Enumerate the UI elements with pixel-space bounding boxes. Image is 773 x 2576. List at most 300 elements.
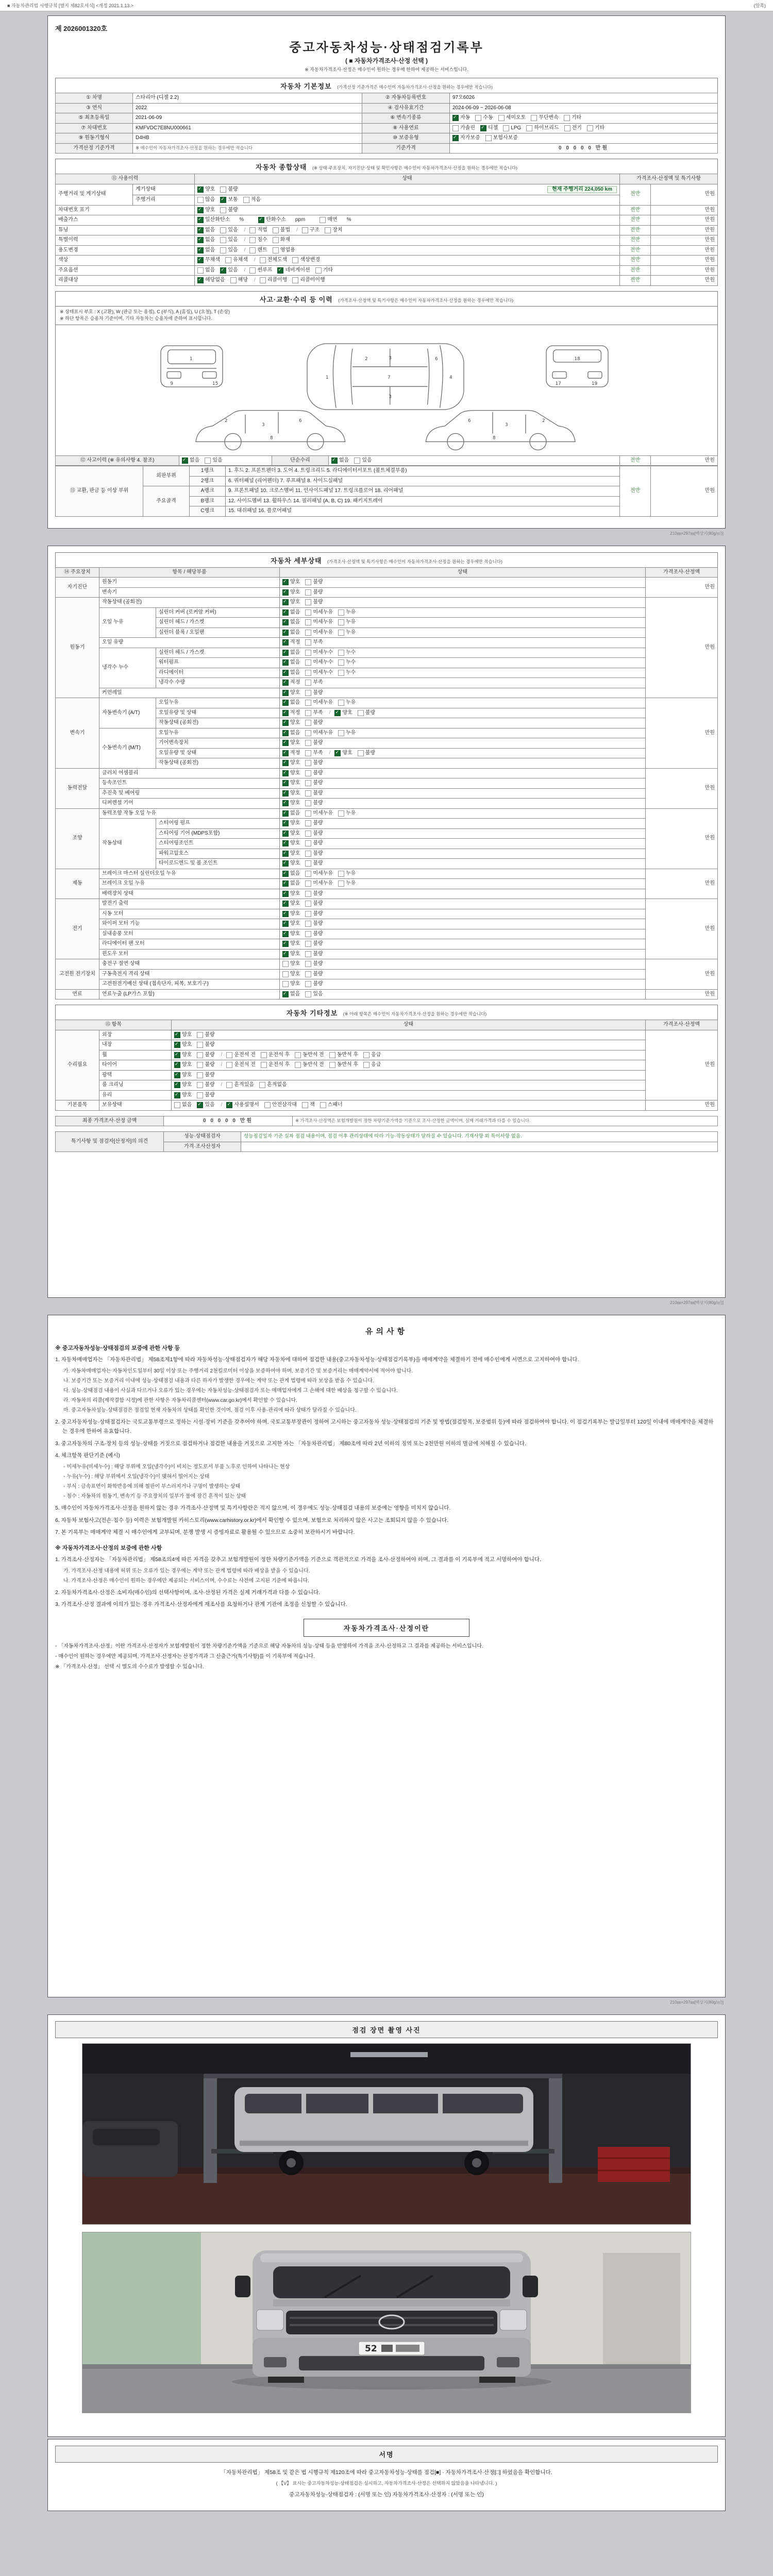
checkbox-checked[interactable]	[174, 1092, 180, 1098]
checkbox-checked[interactable]	[197, 187, 204, 193]
checkbox[interactable]	[261, 1052, 267, 1058]
choice	[305, 599, 323, 606]
checkbox-checked[interactable]	[282, 750, 289, 756]
checkbox-checked[interactable]	[258, 217, 264, 223]
status-cell	[280, 778, 646, 789]
price-unit: 만원	[704, 971, 715, 977]
checkbox[interactable]	[305, 750, 311, 756]
checkbox[interactable]	[197, 1072, 203, 1078]
item-label: 작동상태 (공회전)	[156, 758, 280, 769]
choice	[282, 921, 300, 927]
checkbox-label: 적정	[290, 639, 300, 645]
checkbox-checked[interactable]	[282, 710, 289, 716]
checkbox-checked[interactable]	[174, 1032, 180, 1038]
choice	[305, 650, 333, 656]
checkbox[interactable]	[564, 125, 570, 131]
checkbox[interactable]	[587, 125, 593, 131]
choice	[295, 1062, 324, 1069]
checkbox-checked[interactable]	[282, 931, 289, 937]
status-cell	[195, 195, 620, 206]
checkbox-checked[interactable]	[282, 589, 289, 596]
checkbox[interactable]	[338, 630, 344, 636]
choice	[282, 589, 300, 596]
checkbox-checked[interactable]	[282, 820, 289, 826]
checkbox[interactable]	[452, 125, 459, 131]
checkbox-checked[interactable]	[331, 457, 338, 464]
svg-text:17: 17	[555, 381, 561, 386]
checkbox[interactable]	[295, 1052, 301, 1058]
checkbox[interactable]	[260, 277, 266, 283]
status-cell	[195, 265, 620, 276]
checkbox-checked[interactable]	[282, 851, 289, 857]
checkbox-label: 기타	[571, 115, 582, 121]
item-label: 스티어링 기어 (MDPS포함)	[156, 828, 280, 839]
option-divider: /	[296, 227, 298, 233]
checkbox-checked[interactable]	[197, 207, 204, 213]
choice	[258, 217, 286, 224]
checkbox[interactable]	[305, 619, 311, 625]
checkbox[interactable]	[226, 1052, 232, 1058]
checkbox-checked[interactable]	[282, 891, 289, 897]
checkbox-checked[interactable]	[282, 740, 289, 746]
checkbox[interactable]	[305, 579, 311, 585]
form-title: 중고자동차성능·상태점검기록부	[289, 41, 484, 55]
checkbox[interactable]	[305, 599, 311, 605]
checkbox-checked[interactable]	[282, 941, 289, 947]
checkbox[interactable]	[249, 227, 256, 233]
checkbox[interactable]	[282, 981, 289, 987]
checkbox[interactable]	[305, 630, 311, 636]
checkbox-checked[interactable]	[282, 700, 289, 706]
checkbox[interactable]	[338, 880, 344, 887]
checkbox[interactable]	[220, 207, 226, 213]
checkbox[interactable]	[305, 860, 311, 867]
item-label: 스티어링 펌프	[156, 819, 280, 829]
checkbox[interactable]	[282, 971, 289, 977]
checkbox[interactable]	[305, 840, 311, 846]
checkbox[interactable]	[358, 710, 364, 716]
choice	[197, 227, 215, 234]
checkbox[interactable]	[305, 770, 311, 776]
item-label: 0 0 0 0 0 만원	[164, 1116, 293, 1126]
checkbox-checked[interactable]	[282, 730, 289, 736]
checkbox[interactable]	[338, 659, 344, 666]
checkbox[interactable]	[305, 589, 311, 596]
checkbox[interactable]	[338, 730, 344, 736]
checkbox-checked[interactable]	[174, 1062, 180, 1068]
checkbox-checked[interactable]	[282, 609, 289, 616]
checkbox-checked[interactable]	[174, 1072, 180, 1078]
checkbox[interactable]	[338, 810, 344, 817]
checkbox[interactable]	[338, 670, 344, 676]
checkbox-checked[interactable]	[480, 125, 486, 131]
checkbox-checked[interactable]	[282, 921, 289, 927]
choice	[174, 1042, 192, 1048]
choice	[225, 257, 248, 264]
svg-text:3: 3	[262, 422, 265, 428]
checkbox[interactable]	[273, 237, 279, 243]
checkbox[interactable]	[305, 931, 311, 937]
notice-item: 1. 가격조사·산정자는 「자동차관리법」 제58조의4에 따른 자격을 갖추고 보험개발원이 정한 차량기준가액을 기준으로 객관적으로 가격을 조사·산정하여야 하며, 그 결과를 이 기록부에 적고 서명하여야 합니다.	[55, 1556, 541, 1563]
checkbox-checked[interactable]	[282, 670, 289, 676]
checkbox-label: 불량	[205, 1072, 215, 1078]
checkbox[interactable]	[205, 457, 211, 464]
header-cell: ⑭ 주요장치	[56, 567, 99, 578]
checkbox[interactable]	[338, 700, 344, 706]
checkbox[interactable]	[475, 115, 481, 121]
checkbox[interactable]	[564, 115, 570, 121]
checkbox[interactable]	[197, 197, 204, 203]
price-unit: 만원	[704, 247, 715, 253]
item-label: 기어변속장치	[156, 738, 280, 749]
checkbox-checked[interactable]	[282, 690, 289, 696]
checkbox[interactable]	[226, 1062, 232, 1068]
checkbox[interactable]	[249, 247, 256, 253]
choice	[197, 247, 215, 254]
item-label: 전반	[620, 235, 651, 246]
checkbox[interactable]	[305, 951, 311, 957]
checkbox[interactable]	[226, 1082, 232, 1088]
choice	[282, 710, 300, 717]
checkbox[interactable]	[526, 125, 532, 131]
checkbox-checked[interactable]	[282, 790, 289, 796]
checkbox-label: 잭	[310, 1102, 315, 1108]
checkbox-checked[interactable]	[282, 639, 289, 646]
checkbox[interactable]	[320, 217, 326, 223]
checkbox-checked[interactable]	[282, 860, 289, 867]
checkbox[interactable]	[174, 1102, 180, 1108]
status-cell	[280, 698, 646, 708]
checkbox[interactable]	[243, 197, 249, 203]
checkbox-checked[interactable]	[334, 710, 341, 716]
checkbox[interactable]	[260, 257, 266, 263]
checkbox[interactable]	[282, 961, 289, 967]
choice	[282, 981, 300, 988]
choice	[282, 619, 300, 626]
item-label: 윈도우 모터	[99, 949, 280, 959]
checkbox-checked[interactable]	[197, 217, 204, 223]
checkbox-label: 운전석 후	[268, 1062, 290, 1067]
checkbox-label: 전기	[572, 125, 582, 131]
option-group	[282, 750, 643, 757]
checkbox[interactable]	[261, 1062, 267, 1068]
checkbox-checked[interactable]	[452, 135, 459, 141]
notice-subitem: 다. 성능·상태점검 내용이 사실과 다르거나 오류가 있는 경우에는 자동차성능·상태점검자 또는 매매업자에게 그 손해에 대한 배상을 청구할 수 있습니다.	[63, 1387, 398, 1394]
notice-subitem: 마. 중고자동차성능·상태점검은 점검일 현재 자동차의 상태를 확인한 것이며, 점검 이후 사용·관리에 따라 상태가 달라질 수 있습니다.	[63, 1407, 357, 1413]
checkbox[interactable]	[197, 1062, 203, 1068]
table-row	[56, 889, 718, 899]
price-cell	[651, 455, 718, 466]
status-cell	[280, 607, 646, 618]
checkbox-checked[interactable]	[282, 800, 289, 806]
checkbox-checked[interactable]	[282, 810, 289, 817]
checkbox[interactable]	[305, 971, 311, 977]
unit-text: ppm	[295, 217, 306, 223]
checkbox[interactable]	[305, 760, 311, 766]
checkbox-checked[interactable]	[220, 197, 226, 203]
item-label: 냉각수 수량	[156, 678, 280, 688]
checkbox[interactable]	[220, 227, 226, 233]
checkbox[interactable]	[302, 227, 308, 233]
checkbox-label: 양호	[290, 830, 300, 836]
checkbox-checked[interactable]	[282, 951, 289, 957]
checkbox[interactable]	[197, 1042, 203, 1048]
checkbox[interactable]	[354, 457, 360, 464]
checkbox[interactable]	[305, 921, 311, 927]
checkbox[interactable]	[305, 851, 311, 857]
checkbox-label: 네비게이션	[285, 267, 310, 273]
checkbox-checked[interactable]	[282, 780, 289, 786]
checkbox-label: 없음	[205, 247, 215, 253]
checkbox-checked[interactable]	[197, 277, 204, 283]
checkbox[interactable]	[264, 1102, 271, 1108]
checkbox-checked[interactable]	[197, 1102, 203, 1108]
item-label: 오일 누유	[99, 607, 156, 638]
checkbox-checked[interactable]	[282, 991, 289, 997]
option-group	[174, 1062, 643, 1069]
checkbox[interactable]	[305, 720, 311, 726]
checkbox[interactable]	[485, 135, 492, 141]
checkbox-checked[interactable]	[282, 720, 289, 726]
price-unit: 만원	[704, 267, 715, 273]
checkbox[interactable]	[305, 820, 311, 826]
item-label: 2024-06-09 ~ 2026-06-08	[450, 103, 718, 113]
price-unit: 만원	[704, 991, 715, 997]
checkbox-label: 불량	[313, 971, 323, 977]
checkbox-checked[interactable]	[282, 680, 289, 686]
checkbox[interactable]	[329, 1062, 335, 1068]
option-group	[282, 700, 643, 706]
checkbox-checked[interactable]	[334, 750, 341, 756]
checkbox[interactable]	[305, 659, 311, 666]
signature-heading: 서명	[55, 2446, 718, 2463]
checkbox[interactable]	[230, 277, 237, 283]
checkbox[interactable]	[305, 871, 311, 877]
checkbox-checked[interactable]	[282, 880, 289, 887]
checkbox[interactable]	[220, 237, 226, 243]
checkbox-checked[interactable]	[197, 237, 204, 243]
checkbox[interactable]	[225, 257, 231, 263]
checkbox-checked[interactable]	[282, 650, 289, 656]
checkbox-label: 부족	[313, 709, 323, 716]
checkbox[interactable]	[249, 267, 256, 274]
checkbox[interactable]	[338, 871, 344, 877]
checkbox[interactable]	[220, 187, 226, 193]
checkbox[interactable]	[197, 267, 204, 274]
checkbox[interactable]	[305, 901, 311, 907]
checkbox-checked[interactable]	[282, 770, 289, 776]
table-row	[56, 587, 718, 598]
checkbox-checked[interactable]	[174, 1082, 180, 1088]
option-group	[282, 911, 643, 918]
option-group	[282, 871, 643, 877]
checkbox-label: 해당	[238, 277, 248, 283]
checkbox[interactable]	[325, 227, 331, 233]
checkbox[interactable]	[305, 961, 311, 967]
option-group	[282, 860, 643, 867]
checkbox[interactable]	[503, 125, 509, 131]
table-row	[56, 808, 718, 819]
checkbox[interactable]	[358, 750, 364, 756]
print-spec-note: 210㎜×297㎜[백상지(80g/㎡)]	[670, 531, 724, 536]
checkbox-checked[interactable]	[282, 630, 289, 636]
checkbox[interactable]	[305, 740, 311, 746]
checkbox[interactable]	[305, 700, 311, 706]
checkbox[interactable]	[273, 227, 279, 233]
checkbox-checked[interactable]	[226, 1102, 232, 1108]
checkbox[interactable]	[305, 981, 311, 987]
choice	[282, 831, 300, 837]
checkbox[interactable]	[305, 810, 311, 817]
choice	[305, 871, 333, 877]
checkbox-checked[interactable]	[197, 247, 204, 253]
choice	[315, 267, 333, 274]
table-row	[56, 778, 718, 789]
checkbox-label: 미세누유	[313, 730, 333, 736]
table-row	[56, 1020, 718, 1030]
checkbox-checked[interactable]	[282, 871, 289, 877]
checkbox-label: 적정	[290, 709, 300, 716]
checkbox-checked[interactable]	[452, 115, 459, 121]
option-group	[174, 1092, 643, 1099]
checkbox[interactable]	[320, 1102, 326, 1108]
checkbox-label: 보험사보증	[493, 135, 518, 141]
checkbox[interactable]	[220, 247, 226, 253]
checkbox-checked[interactable]	[282, 619, 289, 625]
checkbox-checked[interactable]	[282, 599, 289, 605]
checkbox[interactable]	[305, 891, 311, 897]
checkbox[interactable]	[295, 1062, 301, 1068]
checkbox[interactable]	[305, 941, 311, 947]
svg-text:2: 2	[365, 356, 368, 362]
checkbox[interactable]	[305, 800, 311, 806]
basic-info-table	[55, 93, 718, 154]
checkbox-checked[interactable]	[282, 579, 289, 585]
checkbox-checked[interactable]	[282, 659, 289, 666]
table-row	[56, 1050, 718, 1060]
checkbox[interactable]	[305, 710, 311, 716]
price-unit: 만원	[704, 925, 715, 931]
checkbox[interactable]	[259, 1082, 265, 1088]
checkbox-checked[interactable]	[282, 911, 289, 917]
checkbox[interactable]	[197, 1032, 203, 1038]
price-unit: 만원	[704, 257, 715, 263]
checkbox-checked[interactable]	[277, 267, 283, 274]
checkbox-label: 없음	[290, 700, 300, 705]
checkbox-checked[interactable]	[282, 901, 289, 907]
checkbox-label: 불량	[205, 1082, 215, 1088]
checkbox[interactable]	[305, 730, 311, 736]
checkbox[interactable]	[305, 670, 311, 676]
checkbox[interactable]	[305, 680, 311, 686]
option-group	[282, 820, 643, 827]
checkbox[interactable]	[302, 1102, 308, 1108]
checkbox-checked[interactable]	[197, 227, 204, 233]
checkbox[interactable]	[338, 650, 344, 656]
table-row	[56, 869, 718, 879]
checkbox[interactable]	[531, 115, 537, 121]
item-label: 클러치 어셈블리	[99, 768, 280, 778]
checkbox[interactable]	[338, 609, 344, 616]
checkbox[interactable]	[305, 790, 311, 796]
checkbox-checked[interactable]	[174, 1042, 180, 1048]
choice	[452, 115, 470, 122]
status-cell	[172, 1080, 646, 1091]
status-cell	[280, 758, 646, 769]
checkbox-label: 양호	[205, 186, 215, 192]
notice-desc-line: ◦ 매수인이 원하는 경우에만 제공되며, 가격조사·산정자는 산정가격과 그 산출근거(특기사항)를 이 기록부에 적습니다.	[55, 1653, 315, 1659]
item-label: 색상	[56, 256, 195, 266]
checkbox[interactable]	[305, 880, 311, 887]
choice	[564, 125, 582, 132]
notice-item: 3. 중고자동차의 구조·장치 등의 성능·상태를 거짓으로 점검하거나 점검한 내용을 거짓으로 고지한 자는 「자동차관리법」 제80조에 따라 2년 이하의 징역 또는 2천만원 이하의 벌금에 처해질 수 있습니다.	[55, 1440, 527, 1447]
checkbox[interactable]	[273, 247, 279, 253]
choice	[305, 961, 323, 968]
checkbox[interactable]	[292, 277, 298, 283]
checkbox[interactable]	[197, 1092, 203, 1098]
checkbox-label: 불량	[313, 930, 323, 937]
status-cell	[280, 799, 646, 809]
choice	[174, 1082, 192, 1089]
checkbox[interactable]	[363, 1052, 369, 1058]
checkbox[interactable]	[197, 1082, 203, 1088]
checkbox-label: 불량	[313, 800, 323, 806]
option-divider: /	[244, 237, 246, 243]
svg-text:8: 8	[270, 435, 273, 441]
checkbox-label: 리콜미이행	[300, 277, 325, 283]
status-cell	[195, 184, 620, 195]
checkbox[interactable]	[498, 115, 505, 121]
checkbox-checked[interactable]	[282, 831, 289, 837]
checkbox[interactable]	[197, 1052, 203, 1058]
checkbox-checked[interactable]	[282, 840, 289, 846]
checkbox[interactable]	[305, 650, 311, 656]
checkbox-checked[interactable]	[174, 1052, 180, 1058]
table-row	[56, 768, 718, 778]
checkbox[interactable]	[305, 639, 311, 646]
checkbox-label: 양호	[290, 740, 300, 745]
item-label: 용도변경	[56, 245, 195, 256]
checkbox-checked[interactable]	[197, 257, 204, 263]
status-cell	[280, 989, 646, 999]
checkbox[interactable]	[249, 237, 256, 243]
checkbox[interactable]	[305, 609, 311, 616]
checkbox[interactable]	[363, 1062, 369, 1068]
checkbox[interactable]	[305, 911, 311, 917]
table-row	[56, 959, 718, 970]
checkbox[interactable]	[315, 267, 322, 274]
status-cell	[172, 1070, 646, 1080]
checkbox-checked[interactable]	[182, 457, 188, 464]
option-divider: /	[254, 257, 256, 263]
checkbox[interactable]	[305, 991, 311, 997]
option-group	[282, 650, 643, 656]
choice	[226, 1062, 255, 1069]
checkbox[interactable]	[292, 257, 298, 263]
checkbox[interactable]	[338, 619, 344, 625]
checkbox[interactable]	[305, 831, 311, 837]
checkbox-checked[interactable]	[282, 760, 289, 766]
checkbox-label: 동반석 전	[303, 1052, 324, 1058]
checkbox[interactable]	[305, 690, 311, 696]
checkbox[interactable]	[329, 1052, 335, 1058]
item-label: 오일 유량	[99, 638, 280, 648]
choice	[292, 277, 325, 284]
checkbox-checked[interactable]	[220, 267, 226, 274]
group-label: 자기진단	[56, 578, 99, 598]
checkbox[interactable]	[305, 780, 311, 786]
choice	[305, 860, 323, 867]
